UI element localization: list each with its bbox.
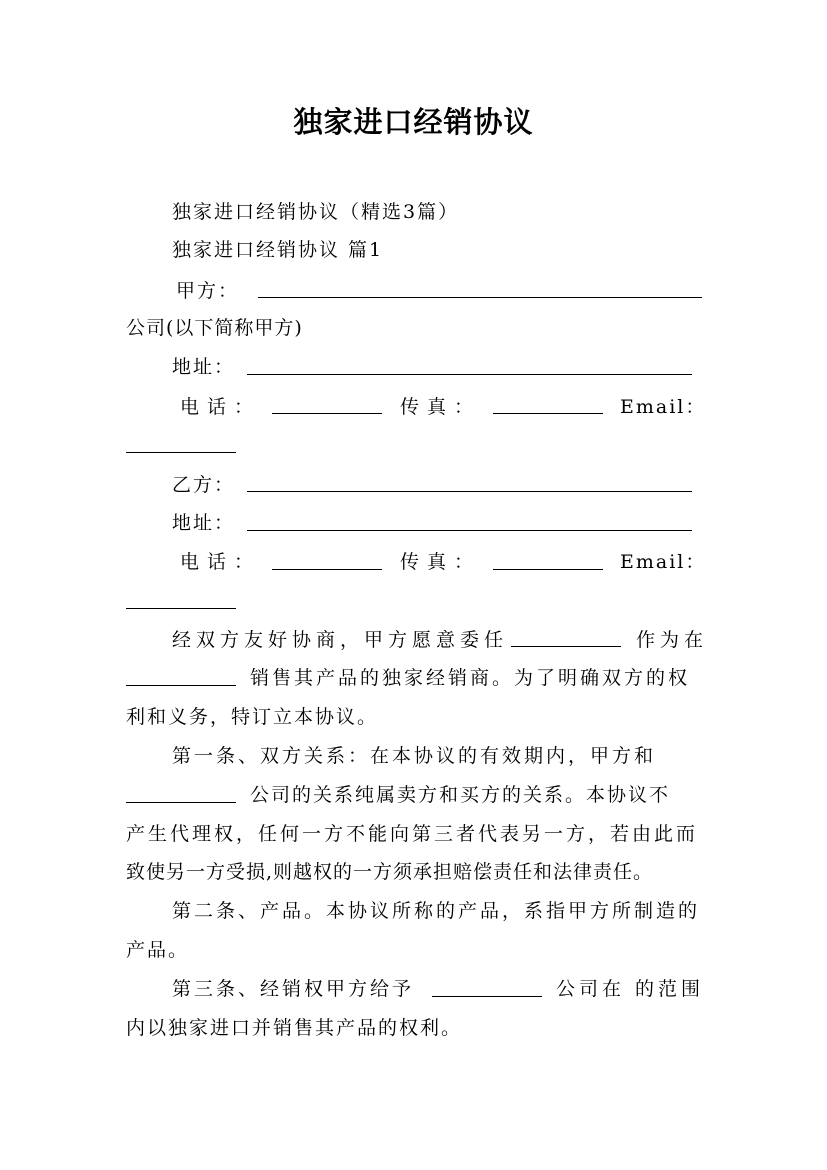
- party-a-company-suffix: 公司(以下简称甲方): [126, 317, 303, 339]
- intro-line-1b: 作为在: [636, 629, 709, 651]
- document-title: 独家进口经销协议: [293, 105, 534, 139]
- party-b-name-blank: [247, 491, 692, 492]
- party-b-email-blank: [126, 608, 236, 609]
- party-a-fax-blank: [493, 413, 603, 414]
- article-1-line-1: 第一条、双方关系：在本协议的有效期内，甲方和: [172, 745, 657, 767]
- intro-region-blank: [126, 685, 236, 686]
- article-3-line-2: 内以独家进口并销售其产品的权利。: [126, 1017, 463, 1039]
- party-a-phone-label: 电话：: [180, 396, 262, 418]
- article-3-line-1a: 第三条、经销权甲方给予: [172, 978, 415, 1000]
- party-a-email-blank: [126, 452, 236, 453]
- intro-line-1a: 经双方友好协商，甲方愿意委任: [172, 629, 509, 651]
- intro-line-2: 销售其产品的独家经销商。为了明确双方的权: [250, 667, 691, 689]
- party-a-fax-label: 传真：: [400, 396, 482, 418]
- article-1-line-4: 致使另一方受损,则越权的一方须承担赔偿责任和法律责任。: [126, 861, 654, 883]
- party-b-phone-blank: [272, 569, 382, 570]
- party-b-address-label: 地址：: [172, 512, 236, 534]
- section-heading: 独家进口经销协议 篇1: [172, 239, 384, 261]
- article-1-company-blank: [126, 802, 236, 803]
- party-b-phone-label: 电话：: [180, 551, 262, 573]
- party-b-label: 乙方：: [172, 474, 236, 496]
- party-a-address-label: 地址：: [172, 356, 236, 378]
- subtitle: 独家进口经销协议（精选3篇）: [172, 201, 460, 223]
- article-2-line-2: 产品。: [126, 939, 190, 961]
- party-a-address-blank: [247, 374, 692, 375]
- intro-appointee-blank: [511, 646, 621, 647]
- article-2-line-1: 第二条、产品。本协议所称的产品，系指甲方所制造的: [172, 900, 701, 922]
- party-b-email-label: Email：: [620, 551, 707, 573]
- article-1-line-3: 产生代理权，任何一方不能向第三者代表另一方，若由此而: [126, 823, 699, 845]
- party-a-label: 甲方：: [176, 280, 240, 302]
- party-b-address-blank: [247, 530, 692, 531]
- article-1-line-2: 公司的关系纯属卖方和买方的关系。本协议不: [250, 784, 671, 806]
- intro-line-3: 利和义务，特订立本协议。: [126, 706, 379, 728]
- party-a-name-blank: [258, 297, 702, 298]
- article-3-line-1b: 公司在 的范围: [556, 978, 705, 1000]
- party-b-fax-blank: [493, 569, 603, 570]
- party-a-phone-blank: [272, 413, 382, 414]
- party-b-fax-label: 传真：: [400, 551, 482, 573]
- party-a-email-label: Email：: [620, 396, 707, 418]
- article-3-company-blank: [432, 996, 542, 997]
